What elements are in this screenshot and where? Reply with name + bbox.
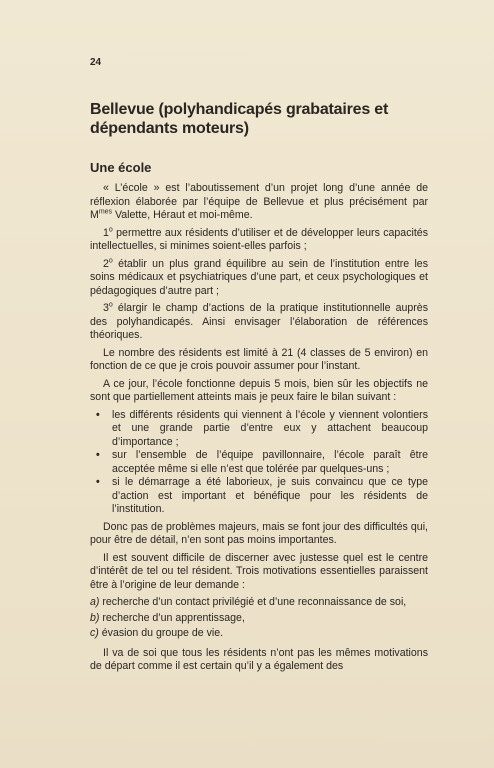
list-item-text: si le démarrage a été laborieux, je suis convaincu que ce type d’action est important et bénéfique pour les résidents de l’institution. — [112, 476, 428, 515]
objective-2-ordinal: o — [108, 256, 113, 264]
list-item — [90, 449, 428, 476]
objective-3-number: 3 — [103, 302, 109, 314]
objective-1 — [90, 227, 428, 254]
bullet-marker: • — [96, 408, 100, 421]
intro-paragraph — [90, 182, 428, 223]
list-item — [90, 476, 428, 517]
item-label: c) — [90, 627, 99, 639]
objective-2-text: établir un plus grand équilibre au sein de l’institution entre les soins médicaux et psychiatriques d’une part, et ceux psychologiques et pédagogiques d’autre part ; — [90, 257, 428, 297]
item-text: recherche d’un contact privilégié et d’une reconnaissance de soi, — [99, 596, 407, 608]
intro-text: « L’école » est l’aboutissement d’un projet long d’une année de réflexion élaborée par l’équipe de Bellevue et plus précisément par M — [90, 182, 428, 221]
motivation-item-b — [90, 612, 428, 626]
residents-paragraph: Le nombre des résidents est limité à 21 (4 classes de 5 environ) en fonction de ce que je crois pouvoir assumer pour l’instant. — [90, 346, 428, 372]
objective-1-ordinal: o — [108, 225, 113, 233]
objective-3-text: élargir le champ d’actions de la pratique institutionnelle auprès des polyhandicapés. Ainsi envisager l’élaboration de références théoriques. — [90, 302, 428, 341]
intro-text-end: Valette, Héraut et moi-même. — [112, 209, 253, 221]
motivation-item-a — [90, 596, 428, 610]
bullet-marker: • — [96, 449, 100, 461]
objective-3-ordinal: o — [108, 301, 113, 309]
intro-sup: mes — [98, 208, 113, 216]
item-label: b) — [90, 611, 100, 624]
difficulties-paragraph: Donc pas de problèmes majeurs, mais se font jour des difficultés qui, pour être de détail, n’en sont pas moins importantes. — [90, 520, 428, 546]
bullet-marker: • — [96, 476, 100, 488]
objective-1-number: 1 — [103, 226, 109, 239]
objective-1-text: permettre aux résidents d’utiliser et de développer leurs capacités intellectuelles, si minimes soient-elles parfois ; — [90, 226, 428, 252]
list-item-text: les différents résidents qui viennent à l’école y viennent volontiers et une grande partie d’entre eux y attachent beaucoup d’importance ; — [112, 408, 428, 448]
closing-paragraph: Il va de soi que tous les résidents n’ont pas les mêmes motivations de départ comme il est certain qu’il y a également des — [90, 646, 428, 672]
item-label: a) — [90, 596, 100, 608]
objective-3 — [90, 302, 428, 343]
assessment-list — [90, 409, 428, 517]
list-item-text: sur l’ensemble de l’équipe pavillonnaire, l’école paraît être acceptée même si elle n’est que tolérée par quelques-uns ; — [112, 449, 428, 475]
item-text: évasion du groupe de vie. — [98, 627, 224, 639]
page-number: 24 — [90, 57, 102, 68]
list-item — [90, 409, 428, 450]
motivations-paragraph: Il est souvent difficile de discerner avec justesse quel est le centre d’intérêt de tel ou tel résident. Trois motivations essentielles paraissent être à l’origine de leur demande : — [90, 551, 428, 591]
status-paragraph: A ce jour, l’école fonctionne depuis 5 mois, bien sûr les objectifs ne sont que partiellement atteints mais je peux faire le bilan suivant : — [90, 377, 428, 403]
objective-2-number: 2 — [103, 257, 109, 270]
objective-2 — [90, 258, 428, 299]
motivation-item-c — [90, 627, 428, 641]
item-text: recherche d’un apprentissage, — [99, 611, 245, 624]
text-column — [90, 100, 428, 678]
subsection-title: Une école — [90, 160, 152, 175]
section-title: Bellevue (polyhandicapés grabataires et dépendants moteurs) — [90, 101, 389, 137]
